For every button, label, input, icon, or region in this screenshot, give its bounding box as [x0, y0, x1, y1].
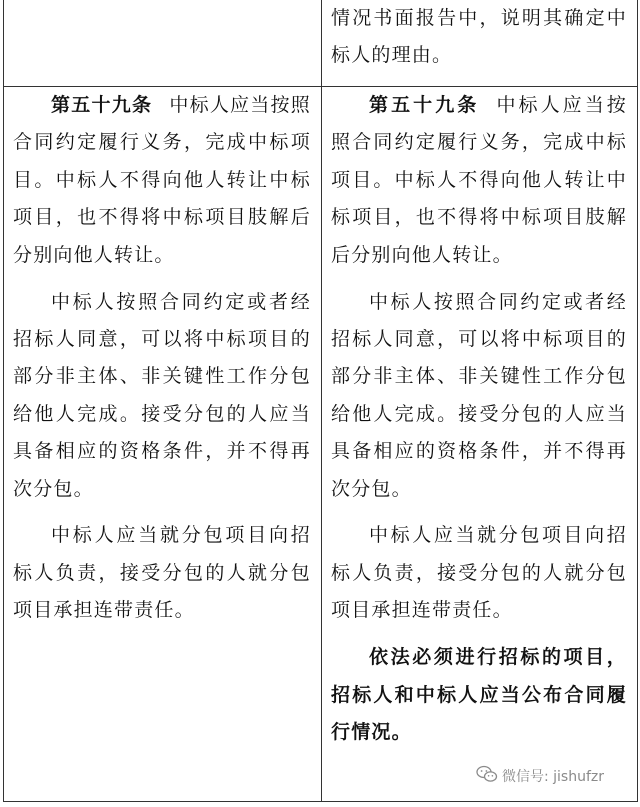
table-row [4, 87, 638, 802]
left-paragraph-1-text: 中标人应当按照合同约定履行义务，完成中标项目。中标人不得向他人转让中标项目，也不得将中标项目肢解后分别向他人转让。 [13, 94, 311, 266]
right-paragraph-3: 中标人应当就分包项目向招标人负责，接受分包的人就分包项目承担连带责任。 [331, 524, 627, 622]
wechat-icon [476, 765, 498, 787]
top-left-cell [4, 0, 322, 87]
left-paragraph-3: 中标人应当就分包项目向招标人负责，接受分包的人就分包项目承担连带责任。 [13, 524, 311, 622]
left-article-number: 第五十九条 [51, 94, 153, 116]
right-paragraph-1 [331, 87, 627, 274]
right-paragraph-4: 依法必须进行招标的项目，招标人和中标人应当公布合同履行情况。 [331, 646, 627, 743]
top-right-cell [322, 0, 638, 87]
table-row [4, 0, 638, 87]
top-right-text: 情况书面报告中，说明其确定中标人的理由。 [331, 7, 627, 67]
watermark-text: 微信号: jishufzr [501, 769, 604, 785]
wechat-watermark [474, 765, 606, 787]
left-paragraph-1 [13, 87, 311, 274]
comparison-table [3, 0, 638, 802]
left-column-cell [4, 87, 322, 802]
right-paragraph-1-text: 中标人应当按照合同约定履行义务，完成中标项目。中标人不得向他人转让中标项目，也不得将中标项目肢解后分别向他人转让。 [331, 94, 627, 266]
right-column-cell [322, 87, 638, 802]
left-paragraph-2: 中标人按照合同约定或者经招标人同意，可以将中标项目的部分非主体、非关键性工作分包给他人完成。接受分包的人应当具备相应的资格条件，并不得再次分包。 [13, 290, 311, 500]
right-article-number: 第五十九条 [369, 94, 480, 116]
right-paragraph-2: 中标人按照合同约定或者经招标人同意，可以将中标项目的部分非主体、非关键性工作分包给他人完成。接受分包的人应当具备相应的资格条件，并不得再次分包。 [331, 290, 627, 500]
